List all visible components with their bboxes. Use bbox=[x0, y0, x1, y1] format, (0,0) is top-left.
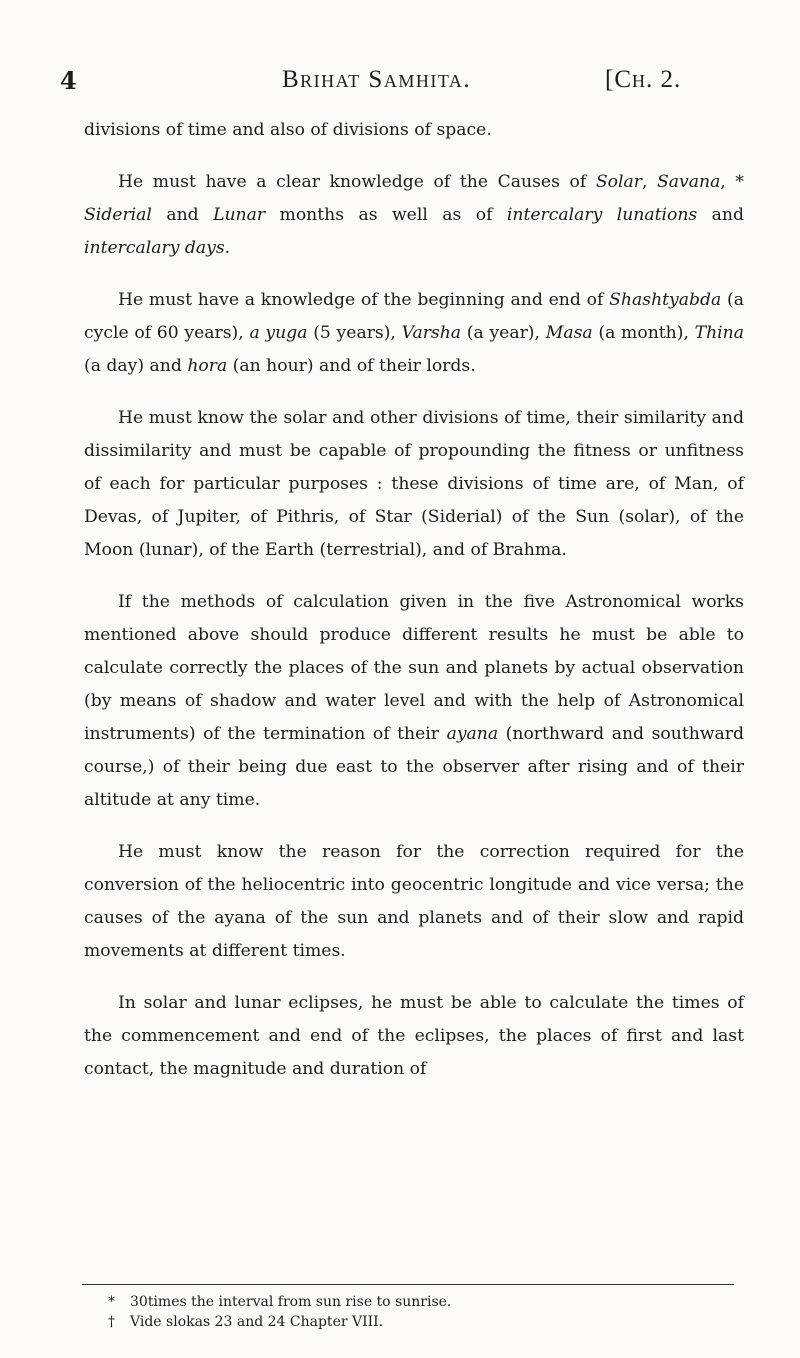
paragraph: divisions of time and also of divisions of space. bbox=[84, 120, 492, 140]
chapter-mark: [Ch. 2. bbox=[605, 66, 682, 93]
footnote-mark: * bbox=[108, 1294, 115, 1310]
paragraph: In solar and lunar eclipses, he must be able to calculate the times of the commencement and end of the eclipses, the places of first and last contact, the magnitude and duration of bbox=[84, 993, 744, 1079]
footnote-text: Vide slokas 23 and 24 Chapter VIII. bbox=[130, 1314, 384, 1330]
paragraph: He must know the reason for the correction required for the conversion of the heliocentric into geocentric longitude and vice versa; the causes of the ayana of the sun and planets and of their slow and rapid movements at different times. bbox=[84, 842, 744, 961]
footnote bbox=[108, 1312, 728, 1332]
running-title: Brihat Samhita. bbox=[282, 66, 472, 93]
page-header bbox=[60, 66, 760, 106]
page-number: 4 bbox=[60, 66, 77, 95]
footnote-text: 30times the interval from sun rise to sunrise. bbox=[130, 1294, 452, 1310]
footnote-rule bbox=[82, 1284, 734, 1285]
footnote-mark: † bbox=[108, 1314, 115, 1330]
footnote bbox=[108, 1292, 728, 1312]
footnotes bbox=[108, 1292, 728, 1332]
body-text bbox=[84, 114, 744, 1105]
paragraph: He must have a knowledge of the beginning and end of Shashtyabda (a cycle of 60 years), a yuga (5 years), Varsha (a year), Masa (a month), Thina (a day) and hora (an hour) and of their lords. bbox=[84, 290, 744, 376]
paragraph: He must have a clear knowledge of the Causes of Solar, Savana, * Siderial and Lunar months as well as of intercalary lunations and intercalary days. bbox=[84, 172, 744, 258]
paragraph: He must know the solar and other divisions of time, their similarity and dissimilarity and must be capable of propounding the fitness or unfitness of each for particular purposes : these divisions of time are, of Man, of Devas, of Jupiter, of Pithris, of Star (Siderial) of the Sun (solar), of the Moon (lunar), of the Earth (terrestrial), and of Brahma. bbox=[84, 408, 744, 560]
paragraph: If the methods of calculation given in the five Astronomical works mentioned above should produce different results he must be able to calculate correctly the places of the sun and planets by actual observation (by means of shadow and water level and with the help of Astronomical instruments) of the termination of their ayana (northward and southward course,) of their being due east to the observer after rising and of their altitude at any time. bbox=[84, 592, 744, 810]
